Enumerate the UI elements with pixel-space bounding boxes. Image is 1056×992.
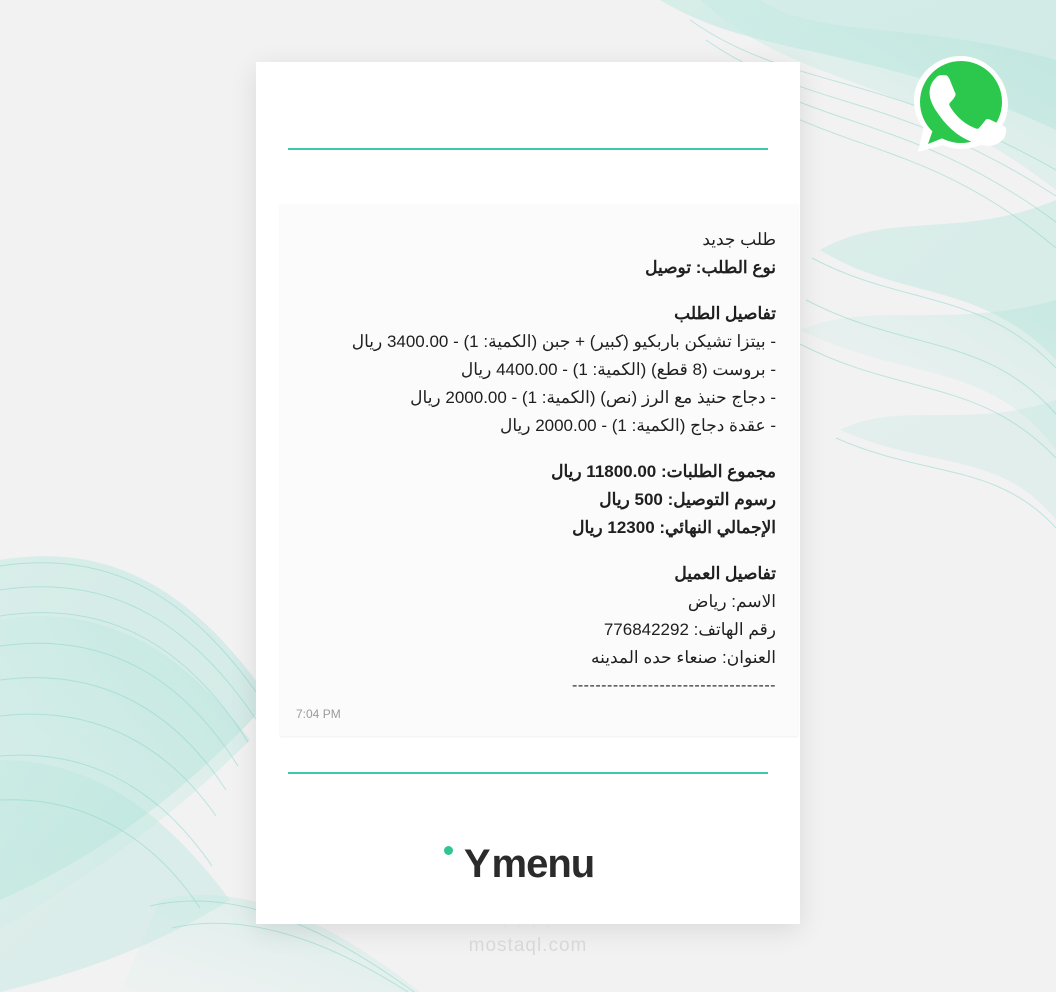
order-type-line: نوع الطلب: توصيل [645,258,776,277]
watermark-text: mostaql.com [468,935,588,956]
customer-details-heading: تفاصيل العميل [674,564,776,583]
mostaql-watermark [0,918,1056,957]
message-timestamp: 7:04 PM [296,707,341,721]
order-item: - عقدة دجاج (الكمية: 1) - 2000.00 ريال [499,416,776,435]
spacer [302,440,776,458]
final-total: الإجمالي النهائي: 12300 ريال [572,518,776,537]
customer-address: العنوان: صنعاء حده المدينه [590,648,776,667]
separator-line: ----------------------------------- [572,677,776,694]
divider-bottom [288,772,768,774]
logo-mark: Y [463,842,490,886]
whatsapp-icon [908,52,1014,158]
orders-subtotal: مجموع الطلبات: 11800.00 ريال [551,462,776,481]
order-item: - دجاج حنيذ مع الرز (نص) (الكمية: 1) - 2000.00 ريال [410,388,776,407]
customer-phone: رقم الهاتف: 776842292 [603,620,776,639]
screenshot-card [256,62,800,924]
order-message-bubble [280,204,798,736]
logo-word: menu [491,842,595,886]
spacer [302,282,776,300]
message-title: طلب جديد [702,230,776,249]
spacer [302,542,776,560]
order-item: - بروست (8 قطع) (الكمية: 1) - 4400.00 ريال [460,360,776,379]
order-item: - بيتزا تشيكن باربكيو (كبير) + جبن (الكمية: 1) - 3400.00 ريال [351,332,776,351]
customer-name: الاسم: رياض [687,592,776,611]
delivery-fee: رسوم التوصيل: 500 ريال [599,490,776,509]
ymenu-logo [256,842,800,887]
divider-top [288,148,768,150]
logo-dot-icon [444,846,453,855]
watermark-dots: • • • • [502,918,554,933]
order-details-heading: تفاصيل الطلب [674,304,776,323]
